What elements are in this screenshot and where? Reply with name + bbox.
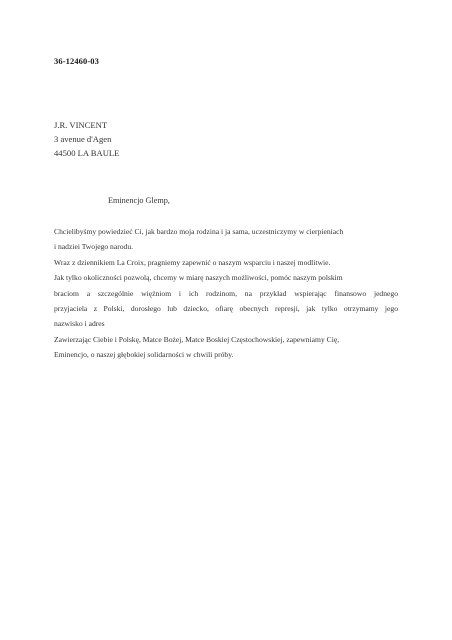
body-line: Zawierzając Ciebie i Polskę, Matce Bożej, Matce Boskiej Częstochowskiej, zapewniamy Cię, bbox=[54, 334, 340, 344]
sender-street: 3 avenue d'Agen bbox=[54, 134, 112, 144]
body-line: i nadziei Twojego narodu. bbox=[54, 242, 134, 252]
body-line: przyjaciela z Polski, dorosłego lub dziecko, ofiarę obecnych represji, jak tylko otrzymamy jego bbox=[54, 303, 398, 313]
sender-name: J.R. VINCENT bbox=[54, 120, 108, 130]
body-line: nazwisko i adres bbox=[54, 319, 105, 329]
body-line: Eminencjo, o naszej głębokiej solidarności w chwili próby. bbox=[54, 350, 234, 360]
sender-address bbox=[54, 118, 119, 160]
letter-body bbox=[54, 224, 398, 363]
body-line: braciom a szczególnie więźniom i ich rodzinom, na przykład wspierając finansowo jednego bbox=[54, 288, 398, 298]
sender-city: 44500 LA BAULE bbox=[54, 148, 120, 158]
body-line: Wraz z dziennikiem La Croix, pragniemy zapewnić o naszym wsparciu i naszej modlitwie. bbox=[54, 257, 331, 267]
body-line: Jak tylko okoliczności pozwolą, chcemy w miarę naszych możliwości, pomóc naszym polskim bbox=[54, 273, 343, 283]
salutation: Eminencjo Glemp, bbox=[108, 196, 170, 205]
reference-number: 36-12460-03 bbox=[54, 56, 100, 66]
body-line: Chcielibyśmy powiedzieć Ci, jak bardzo moja rodzina i ja sama, uczestniczymy w cierpieniach bbox=[54, 227, 344, 236]
